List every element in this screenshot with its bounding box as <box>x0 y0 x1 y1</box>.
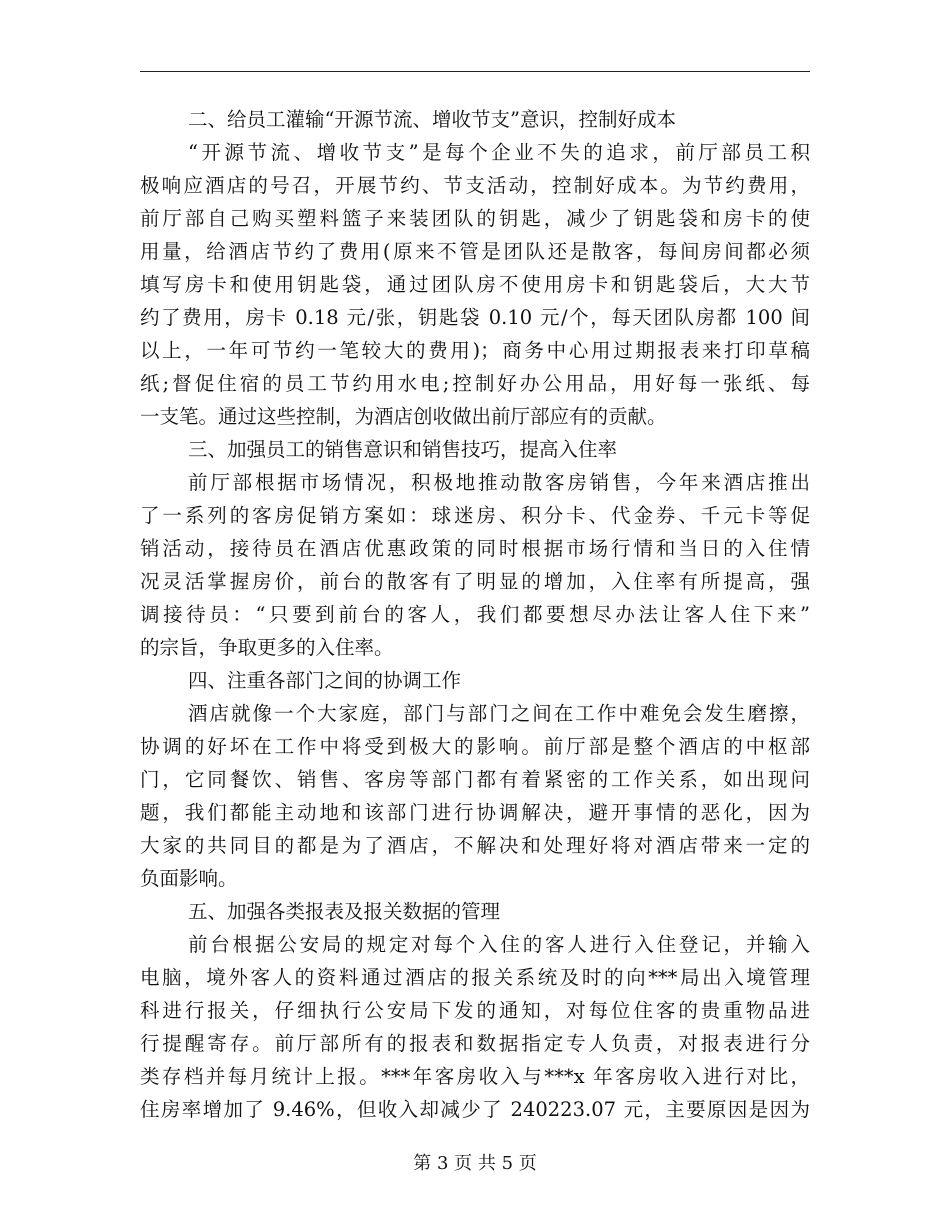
paragraph-line: 酒店就像一个大家庭，部门与部门之间在工作中难免会发生磨擦， <box>188 702 810 725</box>
paragraph-line: 销活动，接待员在酒店优惠政策的同时根据市场行情和当日的入住情 <box>140 537 810 560</box>
paragraph-line: 行提醒寄存。前厅部所有的报表和数据指定专人负责，对报表进行分 <box>140 1032 810 1055</box>
paragraph-line: “开源节流、增收节支”是每个企业不失的追求，前厅部员工积 <box>188 141 810 164</box>
heading-4: 四、注重各部门之间的协调工作 <box>188 669 462 692</box>
paragraph-line: 协调的好坏在工作中将受到极大的影响。前厅部是整个酒店的中枢部 <box>140 735 810 758</box>
heading-2: 二、给员工灌输“开源节流、增收节支”意识，控制好成本 <box>188 108 676 131</box>
paragraph-line: 的宗旨，争取更多的入住率。 <box>140 636 394 659</box>
paragraph-line: 以上，一年可节约一笔较大的费用)；商务中心用过期报表来打印草稿 <box>140 339 810 362</box>
paragraph-line: 用量，给酒店节约了费用(原来不管是团队还是散客，每间房间都必须 <box>140 240 810 263</box>
heading-5: 五、加强各类报表及报关数据的管理 <box>188 900 501 923</box>
paragraph-line: 调接待员：“只要到前台的客人，我们都要想尽办法让客人住下来” <box>140 603 810 626</box>
paragraph-line: 极响应酒店的号召，开展节约、节支活动，控制好成本。为节约费用， <box>140 174 810 197</box>
paragraph-line: 住房率增加了 9.46%，但收入却减少了 240223.07 元，主要原因是因为 <box>140 1098 810 1121</box>
page-number-footer: 第 3 页 共 5 页 <box>413 1153 537 1174</box>
paragraph-line: 了一系列的客房促销方案如：球迷房、积分卡、代金券、千元卡等促 <box>140 504 810 527</box>
paragraph-line: 门，它同餐饮、销售、客房等部门都有着紧密的工作关系，如出现问 <box>140 768 810 791</box>
paragraph-line: 科进行报关，仔细执行公安局下发的通知，对每位住客的贵重物品进 <box>140 999 810 1022</box>
paragraph-line: 前厅部根据市场情况，积极地推动散客房销售，今年来酒店推出 <box>188 471 810 494</box>
paragraph-line: 况灵活掌握房价，前台的散客有了明显的增加，入住率有所提高，强 <box>140 570 810 593</box>
document-body <box>140 103 810 1126</box>
paragraph-line: 电脑，境外客人的资料通过酒店的报关系统及时的向***局出入境管理 <box>140 966 810 989</box>
paragraph-line: 类存档并每月统计上报。***年客房收入与***x 年客房收入进行对比， <box>140 1065 810 1088</box>
paragraph-line: 前厅部自己购买塑料篮子来装团队的钥匙，减少了钥匙袋和房卡的使 <box>140 207 810 230</box>
paragraph-line: 负面影响。 <box>140 867 238 890</box>
paragraph-line: 一支笔。通过这些控制，为酒店创收做出前厅部应有的贡献。 <box>140 405 667 428</box>
paragraph-line: 填写房卡和使用钥匙袋，通过团队房不使用房卡和钥匙袋后，大大节 <box>140 273 810 296</box>
heading-3: 三、加强员工的销售意识和销售技巧，提高入住率 <box>188 438 618 461</box>
paragraph-line: 前台根据公安局的规定对每个入住的客人进行入住登记，并输入 <box>188 933 810 956</box>
paragraph-line: 大家的共同目的都是为了酒店，不解决和处理好将对酒店带来一定的 <box>140 834 810 857</box>
paragraph-line: 约了费用，房卡 0.18 元/张，钥匙袋 0.10 元/个，每天团队房都 100 间 <box>140 306 810 329</box>
paragraph-line: 题，我们都能主动地和该部门进行协调解决，避开事情的恶化，因为 <box>140 801 810 824</box>
header-rule <box>140 71 810 72</box>
paragraph-line: 纸;督促住宿的员工节约用水电;控制好办公用品，用好每一张纸、每 <box>140 372 810 395</box>
